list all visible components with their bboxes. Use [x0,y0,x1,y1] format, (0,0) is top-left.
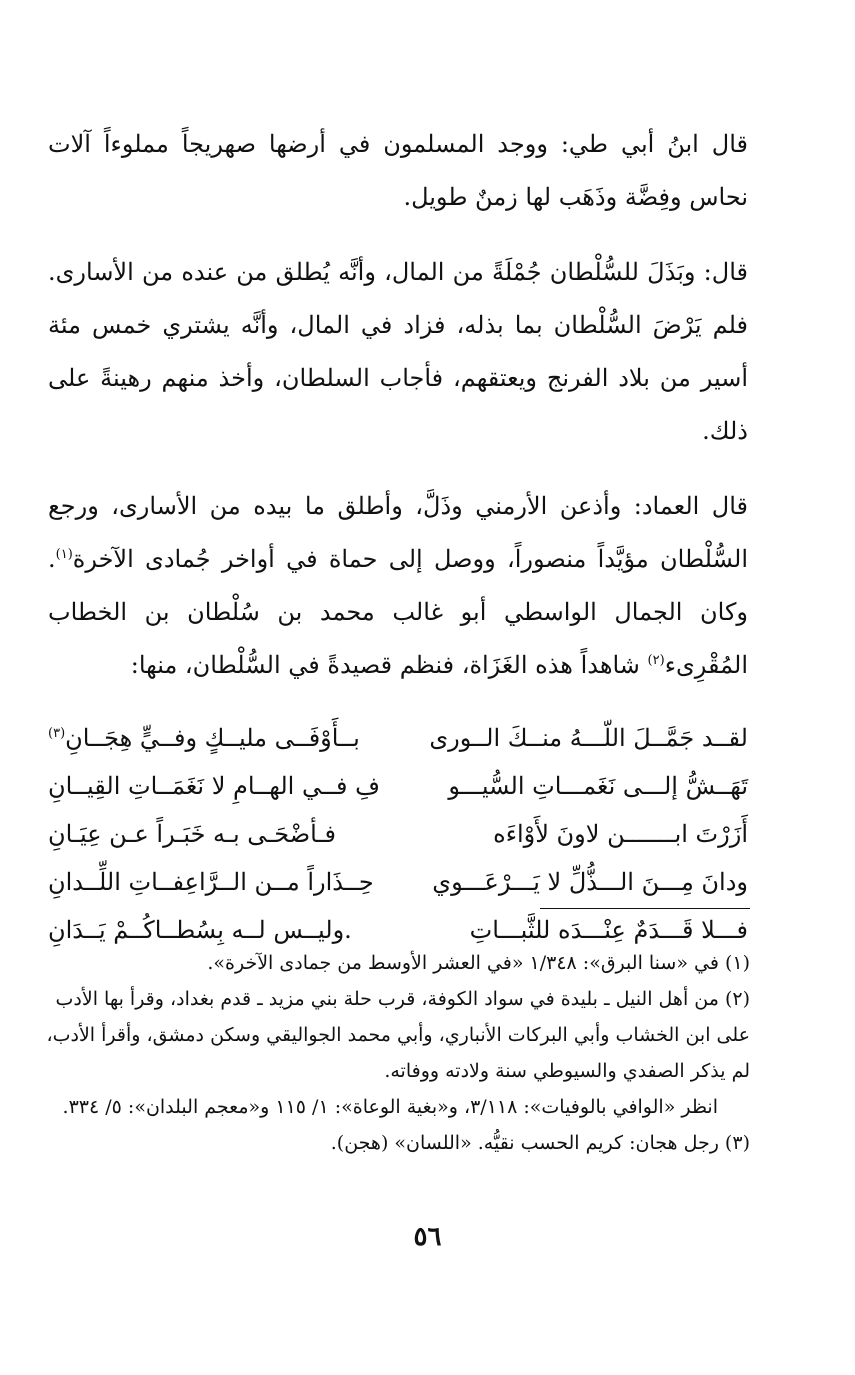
footnote-reference: انظر «الوافي بالوفيات»: ٣/١١٨، و«بغية الوعاة»: ١/ ١١٥ و«معجم البلدان»: ٥/ ٣٣٤. [62,1096,718,1118]
paragraph-text: قال: وبَذَلَ للسُّلْطان جُمْلَةً من المال، وأنَّه يُطلق من عنده من الأسارى. فلم يَرْضَ السُّلْطان بما بذله، فزاد في المال، وأنَّه يشتري خمس مئة أسير من بلاد الفرنج ويعتقهم، فأجاب السلطان، وأخذ منهم رهينةً على ذلك. [48,258,748,445]
poem-hemistich-right: ودانَ مِـــنَ الـــذُّلِّ لا يَـــرْعَـــوي [432,868,748,896]
footnote-marker[interactable]: (١) [55,547,73,562]
main-text [48,118,748,954]
paragraph-text: . وكان الجمال الواسطي أبو غالب محمد بن سُلْطان بن الخطاب المُقْرِىء [48,545,748,679]
footnote-marker[interactable]: (٢) [647,653,665,668]
footnote-marker[interactable]: (٣) [48,726,66,741]
footnote-text: (٢) من أهل النيل ـ بليدة في سواد الكوفة، قرب حلة بني مزيد ـ قدم بغداد، وقرأ بها الأدب على ابن الخشاب وأبي البركات الأنباري، وأبي محمد الجواليقي وسكن دمشق، وأقرأ الأدب، لم يذكر الصفدي والسيوطي سنة ولادته ووفاته. [46,988,750,1082]
poem-line [48,714,748,762]
poem-line [48,858,748,906]
poem-hemistich-left: فِ فــي الهــامِ لا نَغَمَــاتِ القِيــانِ [48,772,380,800]
poem-hemistich-right: تَهَــشُّ إلـــى نَغَمـــاتِ السُّيـــو [448,772,748,800]
footnote-text: (٣) رجل هجان: كريم الحسب نقيُّه. «اللسان» (هجن). [330,1132,750,1154]
footnote-text: (١) في «سنا البرق»: ١/٣٤٨ «في العشر الأوسط من جمادى الآخرة». [207,952,750,974]
paragraph-text: قال ابنُ أبي طي: ووجد المسلمون في أرضها صهريجاً مملوءاً آلات نحاس وفِضَّة وذَهَب لها زمنٌ طويل. [48,130,748,211]
hemistich-text: بــأَوْفَــى مليــكٍ وفــيٍّ هِجَــانِ [65,724,360,752]
poem-hemistich-left [48,724,388,752]
poem-hemistich-right: أَزَرْتَ ابـــــــن لاونَ لأَوْاءَه [493,820,748,848]
paragraph-2 [48,246,748,458]
footnote-1 [45,945,750,981]
footnotes [45,945,750,1161]
footnote-3 [45,1125,750,1161]
poem-hemistich-left: حِــذَاراً مــن الــرَّاعِفــاتِ اللِّــدانِ [48,868,374,896]
poem-hemistich-left: فـأضْحَـى بـه خَبَـراً عـن عِيَـانِ [48,820,336,848]
poem-line [48,762,748,810]
paragraph-text: شاهداً هذه الغَزَاة، فنظم قصيدةً في السُّلْطان، منها: [130,651,648,679]
poem-line [48,810,748,858]
footnote-2 [45,981,750,1125]
paragraph-3 [48,480,748,692]
poem [48,714,748,954]
poem-hemistich-left: .وليــس لــه بِسُطــاكُــمْ يَــدَانِ [48,916,352,944]
poem-hemistich-right: فـــلا قَـــدَمٌ عِنْـــدَه للثَّبـــاتِ [469,916,748,944]
paragraph-1 [48,118,748,224]
footnote-divider [540,908,750,909]
paragraph-text: قال العماد: وأذعن الأرمني وذَلَّ، وأطلق ما بيده من الأسارى، ورجع السُّلْطان مؤيَّداً منصوراً، ووصل إلى حماة في أواخر جُمادى الآخرة [48,492,748,573]
poem-hemistich-right: لقــد جَمَّــلَ اللّـــهُ منــكَ الــورى [429,724,748,752]
page-number: ٥٦ [413,1222,442,1252]
